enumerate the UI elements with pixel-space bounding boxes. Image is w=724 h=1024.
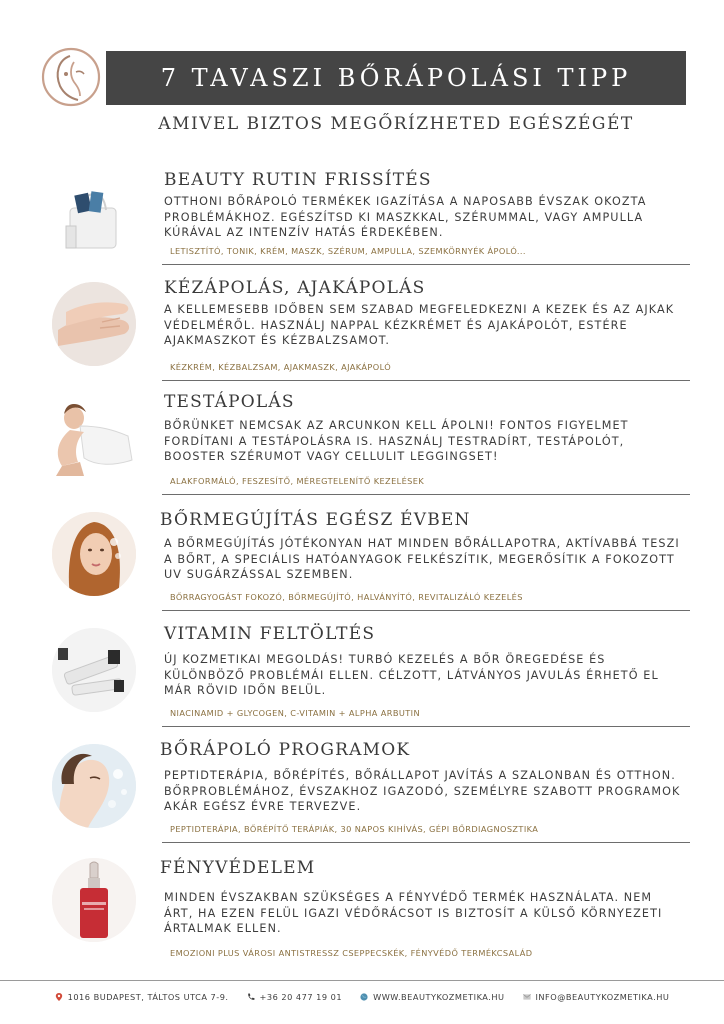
section-divider [162, 610, 690, 611]
section-divider [162, 494, 690, 495]
skincare-bag-image [52, 174, 136, 258]
section-title: BŐRMEGÚJÍTÁS EGÉSZ ÉVBEN [160, 510, 471, 530]
section-title: BEAUTY RUTIN FRISSÍTÉS [164, 170, 432, 190]
section-body: MINDEN ÉVSZAKBAN SZÜKSÉGES A FÉNYVÉDŐ TERMÉK HASZNÁLATA. NEM ÁRT, HA EZEN FELÜL IGAZI VÉDŐRÁCSOT IS BIZTOSÍT A KÜLSŐ KÖRNYEZETI ÁRTALMAK ELLEN. [164, 891, 663, 936]
location-pin-icon [55, 993, 63, 1001]
footer-divider [0, 980, 724, 981]
section-divider [162, 264, 690, 265]
address-text: 1016 BUDAPEST, TÁLTOS UTCA 7-9. [67, 992, 229, 1002]
section-divider [162, 842, 690, 843]
section-tags: BŐRRAGYOGÁST FOKOZÓ, BŐRMEGÚJÍTÓ, HALVÁNYÍTÓ, REVITALIZÁLÓ KEZELÉS [170, 592, 523, 602]
hands-image [52, 282, 136, 366]
sunscreen-serum-image [52, 858, 136, 942]
section-tags: KÉZKRÉM, KÉZBALZSAM, AJAKMASZK, AJAKÁPOLÓ [170, 362, 392, 372]
section-tags: PEPTIDTERÁPIA, BŐRÉPÍTŐ TERÁPIÁK, 30 NAPOS KIHÍVÁS, GÉPI BŐRDIAGNOSZTIKA [170, 824, 539, 834]
mail-icon [523, 993, 531, 1001]
section-tags: ALAKFORMÁLÓ, FESZESÍTŐ, MÉREGTELENÍTŐ KEZELÉSEK [170, 476, 425, 486]
contact-footer [0, 992, 724, 1002]
footer-website[interactable] [360, 992, 504, 1002]
section-title: KÉZÁPOLÁS, AJAKÁPOLÁS [164, 278, 426, 298]
section-body: OTTHONI BŐRÁPOLÓ TERMÉKEK IGAZÍTÁSA A NAPOSABB ÉVSZAK OKOZTA PROBLÉMÁKHOZ. EGÉSZÍTSD KI MASZKKAL, SZÉRUMMAL, VAGY AMPULLA KÚRÁVAL AZ INTENZÍV HATÁS ÉRDEKÉBEN. [164, 195, 647, 240]
section-tags: EMOZIONI PLUS VÁROSI ANTISTRESSZ CSEPPECSKÉK, FÉNYVÉDŐ TERMÉKCSALÁD [170, 948, 533, 958]
section-body: ÚJ KOZMETIKAI MEGOLDÁS! TURBÓ KEZELÉS A BŐR ÖREGEDÉSE ÉS KÜLÖNBÖZŐ PROBLÉMÁI ELLEN. CÉLZOTT, LÁTVÁNYOS JAVULÁS ÉRHETŐ EL MÁR RÖVID IDŐN BELÜL. [164, 653, 659, 698]
page-subtitle: AMIVEL BIZTOS MEGŐRÍZHETED EGÉSZÉGÉT [158, 114, 634, 134]
section-body: BŐRÜNKET NEMCSAK AZ ARCUNKON KELL ÁPOLNI! FONTOS FIGYELMET FORDÍTANI A TESTÁPOLÁSRA IS. HASZNÁLJ TESTRADÍRT, TESTÁPOLÓT, BOOSTER SZÉRUMOT VAGY CELLULIT LEGGINGSET! [164, 419, 629, 464]
brand-logo-icon [40, 46, 102, 108]
section-tags: NIACINAMID + GLYCOGEN, C-VITAMIN + ALPHA ARBUTIN [170, 708, 421, 718]
footer-email[interactable] [523, 992, 670, 1002]
section-body: A BŐRMEGÚJÍTÁS JÓTÉKONYAN HAT MINDEN BŐRÁLLAPOTRA, AKTÍVABBÁ TESZI A BŐRT, A SPECIÁLIS HATÓANYAGOK FELKÉSZÍTIK, MEGERŐSÍTIK A FOKOZOTT UV SUGÁRZÁSSAL SZEMBEN. [164, 537, 680, 582]
woman-portrait-image [52, 512, 136, 596]
section-title: TESTÁPOLÁS [164, 392, 295, 412]
section-title: FÉNYVÉDELEM [160, 858, 316, 878]
email-link: INFO@BEAUTYKOZMETIKA.HU [535, 992, 670, 1002]
woman-treatment-image [52, 744, 136, 828]
section-divider [162, 726, 690, 727]
woman-body-care-image [44, 396, 144, 480]
vitamin-vials-image [52, 628, 136, 712]
section-divider [162, 380, 690, 381]
globe-icon [360, 993, 368, 1001]
phone-text: +36 20 477 19 01 [259, 992, 343, 1002]
section-title: VITAMIN FELTÖLTÉS [164, 624, 376, 644]
phone-icon [247, 993, 255, 1001]
footer-address [55, 992, 229, 1002]
section-tags: LETISZTÍTÓ, TONIK, KRÉM, MASZK, SZÉRUM, AMPULLA, SZEMKÖRNYÉK ÁPOLÓ... [170, 246, 526, 256]
section-body: A KELLEMESEBB IDŐBEN SEM SZABAD MEGFELEDKEZNI A KEZEK ÉS AZ AJKAK VÉDELMÉRŐL. HASZNÁLJ NAPPAL KÉZKRÉMET ÉS AJAKÁPOLÓT, ESTÉRE AJAKMASZKOT ÉS KÉZBALZSAMOT. [164, 303, 675, 348]
section-title: BŐRÁPOLÓ PROGRAMOK [160, 740, 411, 760]
footer-phone[interactable] [247, 992, 343, 1002]
page-title: 7 TAVASZI BŐRÁPOLÁSI TIPP [160, 64, 632, 92]
section-body: PEPTIDTERÁPIA, BŐRÉPÍTÉS, BŐRÁLLAPOT JAVÍTÁS A SZALONBAN ÉS OTTHON. BŐRPROBLÉMÁHOZ, ÉVSZAKHOZ IGAZODÓ, SZEMÉLYRE SZABOTT PROGRAMOK AKÁR EGÉSZ ÉVRE TERVEZVE. [164, 769, 681, 814]
website-link: WWW.BEAUTYKOZMETIKA.HU [373, 992, 505, 1002]
title-banner [106, 51, 686, 105]
